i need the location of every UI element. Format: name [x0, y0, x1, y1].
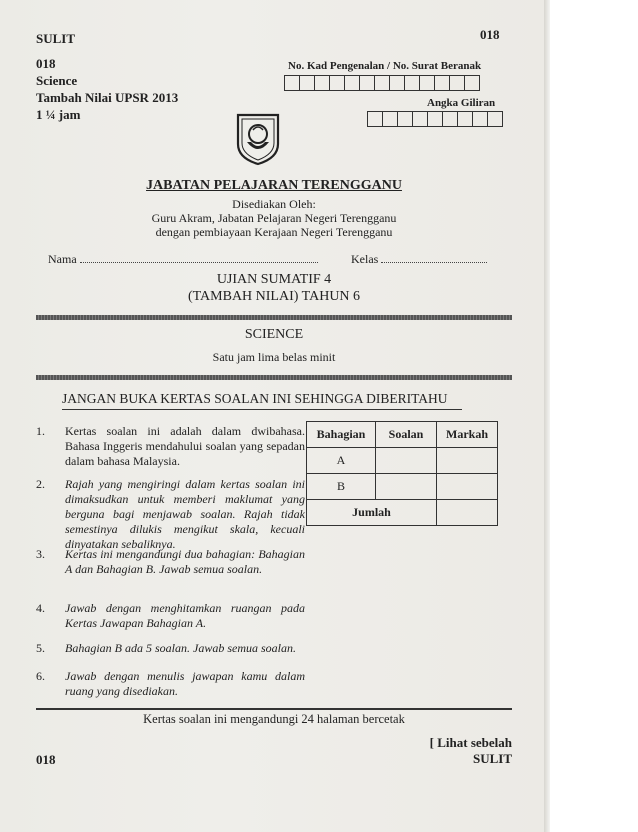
org-name: JABATAN PELAJARAN TERENGGANU [146, 178, 402, 193]
warning-underline [62, 409, 462, 410]
sulit-label-top: SULIT [36, 31, 76, 46]
paper-edge [544, 0, 550, 832]
instruction-text: Jawab dengan menulis jawapan kamu dalam ruang yang disediakan. [65, 669, 305, 698]
subject-title: SCIENCE [244, 327, 304, 342]
seat-number-boxes[interactable] [367, 111, 503, 127]
instruction-number: 6. [36, 669, 45, 683]
table-header: Soalan [376, 422, 437, 448]
table-cell-questions[interactable] [376, 474, 437, 500]
page-code-top: 018 [480, 27, 500, 42]
exam-title-1: UJIAN SUMATIF 4 [216, 272, 332, 287]
table-total-label: Jumlah [307, 500, 437, 526]
name-field[interactable] [80, 262, 318, 263]
instruction-number: 4. [36, 601, 45, 615]
duration-label: 1 ¼ jam [36, 107, 81, 122]
table-header: Bahagian [307, 422, 376, 448]
table-cell-questions[interactable] [376, 448, 437, 474]
class-field-label [351, 252, 487, 267]
instruction-text: Rajah yang mengiringi dalam kertas soalan ini dimaksudkan untuk memberi maklumat yang berguna bagi menjawab soalan. Rajah tidak semestinya dilukis mengikut skala, kecuali dinyatakan sebaliknya. [65, 477, 305, 551]
instruction-text: Jawab dengan menghitamkan ruangan pada Kertas Jawapan Bahagian A. [65, 601, 305, 630]
footer-rule [36, 708, 512, 710]
paper-code: 018 [36, 56, 56, 71]
name-field-label [48, 252, 318, 267]
exam-label: Tambah Nilai UPSR 2013 [36, 90, 179, 105]
table-total-marks[interactable] [437, 500, 498, 526]
prepared-by: Disediakan Oleh: [232, 197, 316, 211]
pages-note: Kertas soalan ini mengandungi 24 halaman bercetak [143, 712, 405, 726]
id-boxes[interactable] [284, 75, 480, 91]
instruction-5 [36, 641, 306, 657]
crest-logo [235, 112, 281, 166]
subject-label: Science [36, 73, 78, 88]
divider-bottom [36, 375, 512, 380]
class-field[interactable] [381, 262, 487, 263]
class-label: Kelas [351, 252, 379, 266]
table-cell-part: A [307, 448, 376, 474]
footer-code: 018 [36, 752, 56, 767]
sulit-label-bottom: SULIT [472, 751, 512, 766]
exam-title-2: (TAMBAH NILAI) TAHUN 6 [187, 289, 361, 304]
org-line-1: Guru Akram, Jabatan Pelajaran Negeri Terengganu [151, 211, 397, 225]
see-next-label: [ Lihat sebelah [429, 735, 512, 750]
instruction-3 [36, 547, 306, 593]
instruction-text: Bahagian B ada 5 soalan. Jawab semua soalan. [65, 641, 296, 655]
instruction-2 [36, 477, 306, 552]
name-label: Nama [48, 252, 77, 266]
time-allowed: Satu jam lima belas minit [212, 350, 336, 364]
instruction-number: 1. [36, 424, 45, 438]
id-label: No. Kad Pengenalan / No. Surat Beranak [288, 60, 482, 72]
instruction-6 [36, 669, 306, 701]
instruction-number: 2. [36, 477, 45, 491]
table-cell-part: B [307, 474, 376, 500]
instruction-text: Kertas ini mengandungi dua bahagian: Bahagian A dan Bahagian B. Jawab semua soalan. [65, 547, 305, 576]
instruction-number: 5. [36, 641, 45, 655]
instruction-text: Kertas soalan ini adalah dalam dwibahasa. Bahasa Inggeris mendahului soalan yang sepadan dalam bahasa Malaysia. [65, 424, 305, 468]
warning-text: JANGAN BUKA KERTAS SOALAN INI SEHINGGA DIBERITAHU [62, 391, 448, 406]
table-cell-marks[interactable] [437, 474, 498, 500]
divider-top [36, 315, 512, 320]
instruction-1 [36, 424, 306, 470]
score-table [306, 421, 498, 526]
seat-label: Angka Giliran [427, 97, 496, 109]
org-line-2: dengan pembiayaan Kerajaan Negeri Terengganu [155, 225, 393, 239]
instruction-4 [36, 601, 306, 633]
instruction-number: 3. [36, 547, 45, 561]
table-header: Markah [437, 422, 498, 448]
table-cell-marks[interactable] [437, 448, 498, 474]
